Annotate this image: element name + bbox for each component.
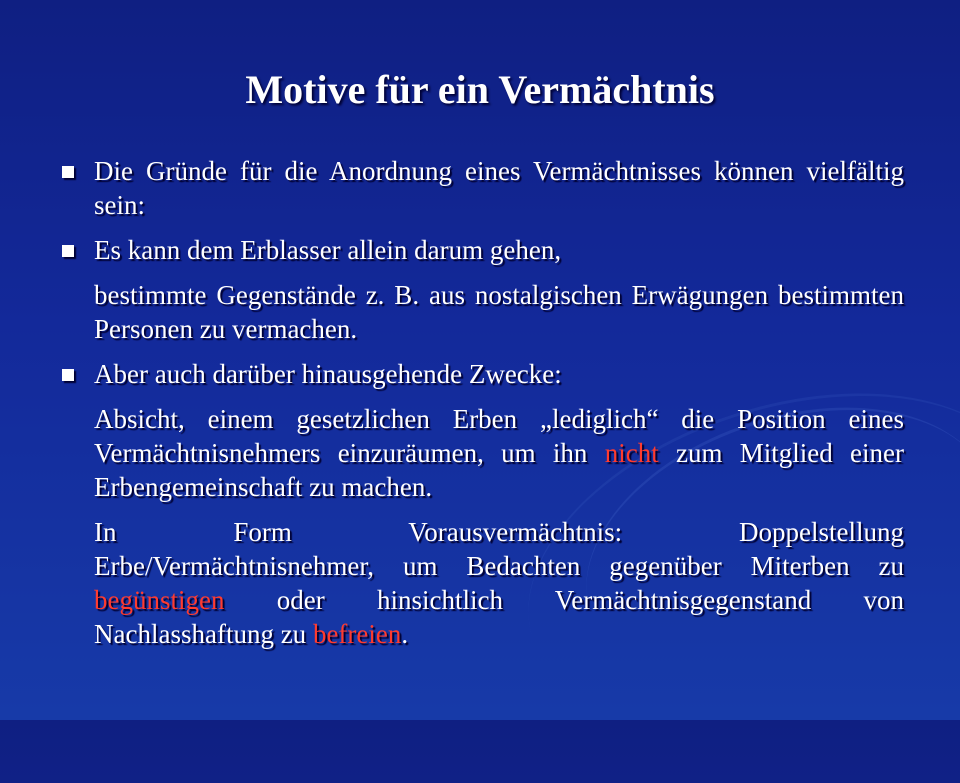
highlight-text: begünstigen — [94, 585, 225, 615]
bullet-item — [58, 154, 904, 222]
paragraph-text: Erbe/Vermächtnisnehmer, um Bedachten gegenüber Miterben zu — [94, 551, 904, 581]
square-bullet-icon — [62, 166, 74, 178]
slide-body — [58, 154, 904, 651]
sub-paragraph: bestimmte Gegenstände z. B. aus nostalgischen Erwägungen bestimmten Personen zu vermachen. — [94, 280, 904, 344]
bullet-text: Aber auch darüber hinausgehende Zwecke: — [94, 359, 562, 389]
slide-title: Motive für ein Vermächtnis — [245, 67, 715, 112]
paragraph-text: oder hinsichtlich Vermächtnisgegenstand von Nachlasshaftung zu — [94, 585, 904, 649]
sub-paragraph — [58, 515, 904, 651]
paragraph-text: zum Mitglied einer Erbengemeinschaft zu machen. — [94, 438, 904, 502]
paragraph-first-line: In Form Vorausvermächtnis: Doppelstellung — [94, 517, 904, 547]
bullet-text: Die Gründe für die Anordnung eines Vermächtnisses können vielfältig sein: — [94, 156, 904, 220]
square-bullet-icon — [62, 245, 74, 257]
highlight-text: befreien — [312, 619, 402, 649]
square-bullet-icon — [62, 369, 74, 381]
bullet-text: Es kann dem Erblasser allein darum gehen, — [94, 235, 562, 265]
bullet-item — [58, 357, 904, 391]
sub-paragraph — [58, 402, 904, 504]
highlight-text: nicht — [604, 438, 659, 468]
bullet-item — [58, 233, 904, 267]
paragraph-text: Absicht, einem gesetzlichen Erben „lediglich“ die Position eines Vermächtnisnehmers einzuräumen, um ihn — [94, 404, 904, 468]
paragraph-text: . — [401, 619, 409, 649]
